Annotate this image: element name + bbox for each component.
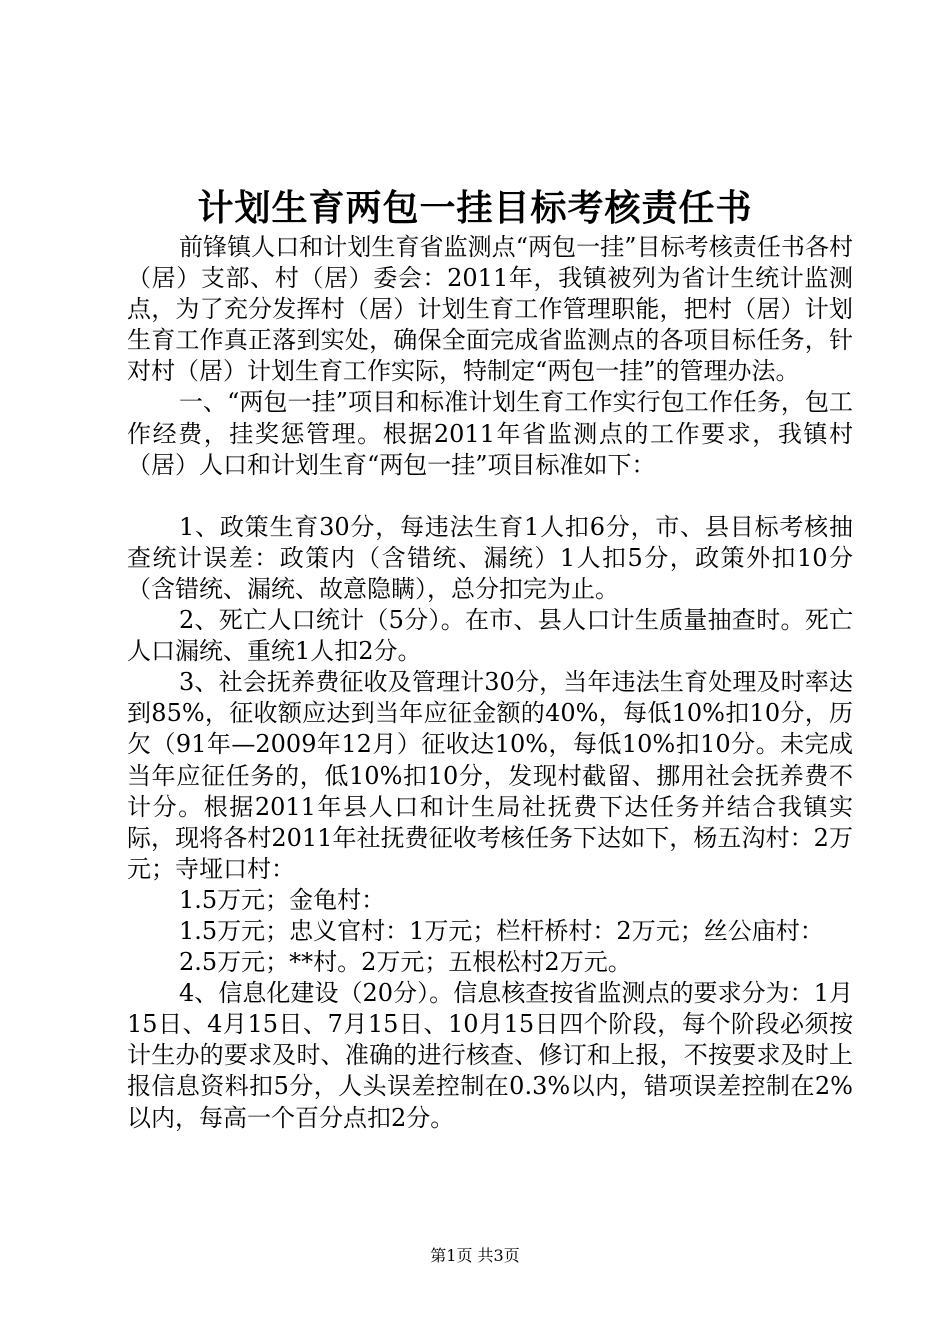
blank-line bbox=[127, 481, 853, 512]
intro-paragraph: 前锋镇人口和计划生育省监测点“两包一挂”目标考核责任书各村（居）支部、村（居）委会：2011年，我镇被列为省计生统计监测点，为了充分发挥村（居）计划生育工作管理职能，把村（居）计划生育工作真正落到实处，确保全面完成省监测点的各项目标任务，针对村（居）计划生育工作实际，特制定“两包一挂”的管理办法。 bbox=[127, 233, 853, 386]
page-number-footer: 第1页 共3页 bbox=[430, 1246, 520, 1265]
quota-line-2: 1.5万元；忠义官村：1万元；栏杆桥村：2万元；丝公庙村： bbox=[179, 916, 824, 945]
item-1-paragraph: 1、政策生育30分，每违法生育1人扣6分，市、县目标考核抽查统计误差：政策内（含错统、漏统）1人扣5分，政策外扣10分（含错统、漏统、故意隐瞒），总分扣完为止。 bbox=[127, 512, 853, 603]
item-2-paragraph: 2、死亡人口统计（5分）。在市、县人口计生质量抽查时。死亡人口漏统、重统1人扣2分。 bbox=[127, 606, 853, 666]
section-one-paragraph: 一、“两包一挂”项目和标准计划生育工作实行包工作任务，包工作经费，挂奖惩管理。根据2011年省监测点的工作要求，我镇村（居）人口和计划生育“两包一挂”项目标准如下： bbox=[127, 388, 853, 479]
quota-line-3: 2.5万元；**村。2万元；五根松村2万元。 bbox=[179, 948, 632, 977]
document-title: 计划生育两包一挂目标考核责任书 bbox=[197, 187, 753, 229]
item-3-paragraph: 3、社会抚养费征收及管理计30分，当年违法生育处理及时率达到85%，征收额应达到当年应征金额的40%，每低10%扣10分，历欠（91年—2009年12月）征收达10%，每低10%扣10分。未完成当年应征任务的，低10%扣10分，发现村截留、挪用社会抚养费不计分。根据2011年县人口和计生局社抚费下达任务并结合我镇实际，现将各村2011年社抚费征收考核任务下达如下，杨五沟村：2万元；寺垭口村： bbox=[127, 668, 853, 883]
quota-line-1: 1.5万元；金龟村： bbox=[179, 885, 386, 914]
item-4-paragraph: 4、信息化建设（20分）。信息核查按省监测点的要求分为：1月15日、4月15日、7月15日、10月15日四个阶段，每个阶段必须按计生办的要求及时、准确的进行核查、修订和上报，不按要求及时上报信息资料扣5分，人头误差控制在0.3%以内，错项误差控制在2%以内，每高一个百分点扣2分。 bbox=[127, 979, 853, 1132]
document-body bbox=[127, 232, 853, 1134]
